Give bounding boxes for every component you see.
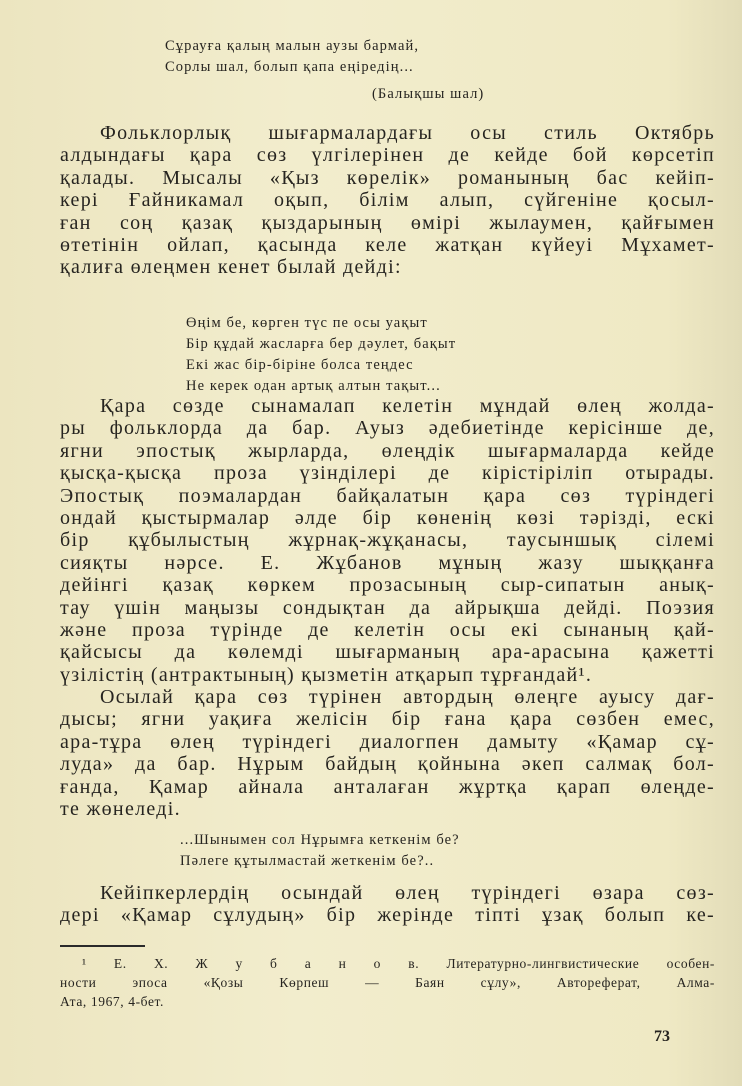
verse-quote-3 [180,830,460,872]
footnote-line: ности эпоса «Қозы Көрпеш — Баян сұлу», Автореферат, Алма- [60,975,715,990]
text-line: Қара сөзде сынамалап келетін мұндай өлең жолда- [100,395,715,417]
text-line: және проза түрінде де келетін осы екі сынаның қай- [60,618,715,641]
verse-line: Пәлеге құтылмастай жеткенім бе?.. [180,853,435,869]
text-line: ара-тұра өлең түріндегі диалогпен дамыту «Қамар сұ- [60,730,715,753]
text-line: Фольклорлық шығармалардағы осы стиль Октябрь [100,122,715,144]
text-line: те жөнеледі. [60,798,181,821]
text-line: өтетінін ойлап, қасында келе жатқан күйеуі Мұхамет- [60,233,715,256]
paragraph-3 [60,882,715,927]
text-line: дері «Қамар сұлудың» бір жерінде тіпті ұзақ болып ке- [60,904,715,927]
page-number: 73 [654,1028,670,1045]
text-line: дейінгі қазақ көркем прозасының сыр-сипатын анық- [60,574,715,597]
text-line: бір құбылыстың жұрнақ-жұқанасы, таусыншық сілемі [60,529,715,552]
text-line: қысқа-қысқа проза үзінділері де кірістіріліп отырады. [60,462,715,485]
text-line: үзілістің (антрактының) қызметін атқарып тұрғандай¹. [60,663,593,686]
text-line: Эпостық поэмалардан байқалатын қара сөз түріндегі [60,484,715,507]
text-line: луда» да бар. Нұрым байдың қойнына әкеп салмақ бол- [60,753,715,776]
footnote-divider [60,945,145,947]
text-line: ғанда, Қамар айнала анталаған жұртқа қарап өлеңде- [60,775,715,798]
verse-line: ...Шынымен сол Нұрымға кеткенім бе? [180,832,460,848]
verse-line: Не керек одан артық алтын тақыт... [186,378,441,394]
text-line: дысы; ягни уақиға желісін бір ғана қара сөзбен емес, [60,708,715,731]
verse-line: Сұрауға қалың малын аузы бармай, [165,38,420,54]
footnote-line: Ата, 1967, 4-бет. [60,994,165,1009]
verse-line: Екі жас бір-біріне болса теңдес [186,357,414,373]
text-line: ры фольклорда да бар. Ауыз әдебиетінде керісінше де, [60,417,715,440]
text-line: ягни эпостық жырларда, өлеңдік шығармаларда кейде [60,439,715,462]
text-line: қалиға өлеңмен кенет былай дейді: [60,256,402,279]
text-line: тау үшін маңызы сондықтан да айрықша дейді. Поэзия [60,596,715,619]
text-line: сияқты нәрсе. Е. Жұбанов мұның жазу шыққанға [60,551,715,574]
text-line: кері Ғайникамал оқып, білім алып, сүйгеніне қосыл- [60,189,715,212]
footnote-line: ¹ Е. Х. Ж у б а н о в. Литературно-лингвистические особен- [82,956,715,971]
text-line: алдындағы қара сөз үлгілерінен де кейде бой көрсетіп [60,144,715,167]
text-line: ондай қыстырмалар әлде бір көненің көзі тәрізді, ескі [60,506,715,529]
verse-attribution: (Балықшы шал) [372,86,485,102]
verse-quote-2 [186,313,456,397]
paragraph-1 [60,122,715,279]
text-line: қайсысы да көлемді шығарманың ара-арасына қажетті [60,641,715,664]
text-line: қалады. Мысалы «Қыз көрелік» романының бас кейіп- [60,166,715,189]
verse-line: Сорлы шал, болып қапа еңіредің... [165,59,414,75]
paragraph-2 [60,395,715,820]
verse-line: Бір құдай жасларға бер дәулет, бақыт [186,336,457,352]
text-line: Кейіпкерлердің осындай өлең түріндегі өзара сөз- [100,882,715,904]
verse-line: Өңім бе, көрген түс пе осы уақыт [186,315,428,331]
text-line: ған соң қазақ қыздарының өмірі жылаумен, қайғымен [60,211,715,234]
text-line: Осылай қара сөз түрінен автордың өлеңге ауысу дағ- [100,686,715,709]
footnote [60,954,715,1011]
verse-quote-1 [165,36,419,78]
